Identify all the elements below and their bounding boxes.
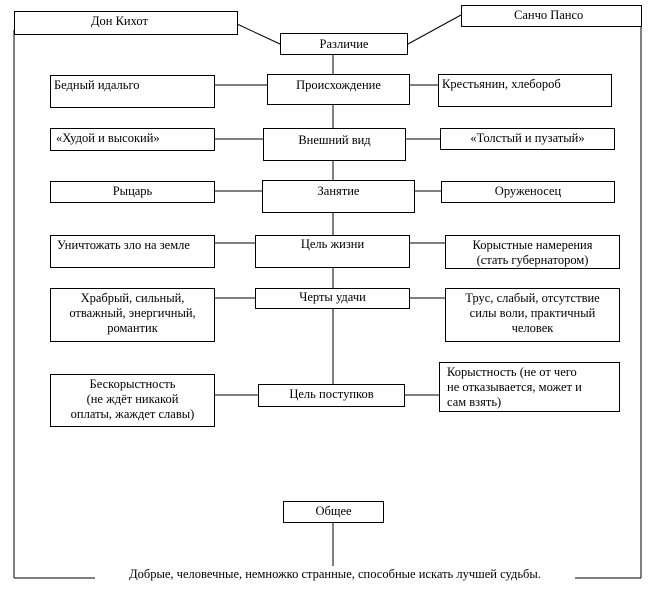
right-title-connector	[408, 15, 461, 44]
traits-node: Черты удачи	[255, 288, 410, 309]
sancho-panza-title: Санчо Пансо	[461, 5, 642, 27]
difference-node: Различие	[280, 33, 408, 55]
occupation-node: Занятие	[262, 180, 415, 213]
origin-sancho: Крестьянин, хлебороб	[438, 74, 612, 107]
appearance-sancho: «Толстый и пузатый»	[440, 128, 615, 150]
motive-don-quixote: Бескорыстность (не ждёт никакой оплаты, жаждет славы)	[50, 374, 215, 427]
origin-node: Происхождение	[267, 74, 410, 105]
life-goal-sancho: Корыстные намерения (стать губернатором)	[445, 235, 620, 269]
occupation-sancho: Оруженосец	[441, 181, 615, 203]
motive-node: Цель поступков	[258, 384, 405, 407]
appearance-don-quixote: «Худой и высокий»	[50, 128, 215, 151]
origin-don-quixote: Бедный идальго	[50, 75, 215, 108]
don-quixote-title: Дон Кихот	[14, 11, 238, 35]
common-node: Общее	[283, 501, 384, 523]
traits-don-quixote: Храбрый, сильный, отважный, энергичный, романтик	[50, 288, 215, 342]
life-goal-don-quixote: Уничтожать зло на земле	[50, 235, 215, 268]
life-goal-node: Цель жизни	[255, 235, 410, 268]
appearance-node: Внешний вид	[263, 128, 406, 161]
occupation-don-quixote: Рыцарь	[50, 181, 215, 203]
left-title-connector	[237, 24, 280, 44]
common-traits-text: Добрые, человечные, немножко странные, способные искать лучшей судьбы.	[95, 566, 575, 586]
traits-sancho: Трус, слабый, отсутствие силы воли, практичный человек	[445, 288, 620, 342]
motive-sancho: Корыстность (не от чего не отказывается, может и сам взять)	[439, 362, 620, 412]
